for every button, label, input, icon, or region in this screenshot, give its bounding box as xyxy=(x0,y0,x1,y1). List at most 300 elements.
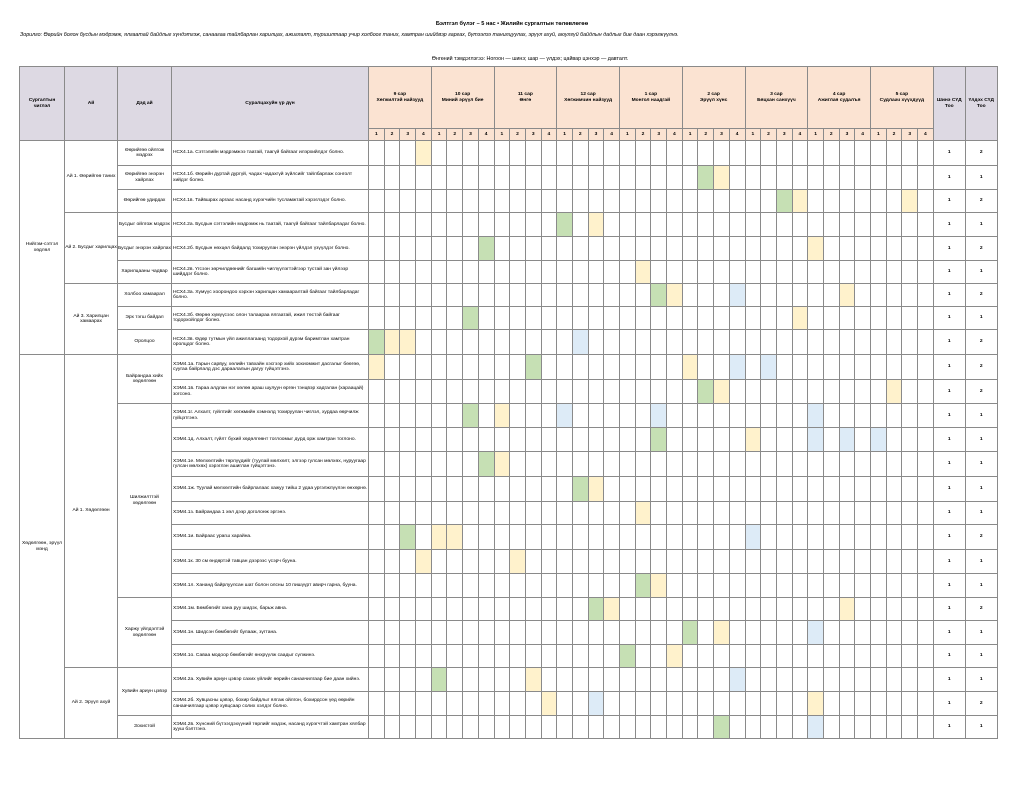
schedule-cell xyxy=(918,668,934,692)
schedule-cell xyxy=(525,284,541,307)
new-count-cell: 1 xyxy=(933,237,965,261)
schedule-cell xyxy=(698,621,714,645)
schedule-cell xyxy=(510,213,526,237)
schedule-cell xyxy=(463,355,479,380)
schedule-cell xyxy=(541,213,557,237)
schedule-cell xyxy=(651,598,667,621)
schedule-cell xyxy=(541,284,557,307)
subsubarea-cell: Холбоо хамаарал xyxy=(118,284,172,307)
schedule-mark-cell xyxy=(525,355,541,380)
schedule-cell xyxy=(604,477,620,502)
schedule-cell xyxy=(463,621,479,645)
retain-count-cell: 1 xyxy=(965,645,997,668)
subsubarea-cell: Өөрийгөө ойлгож мэдрэх xyxy=(118,141,172,166)
schedule-cell xyxy=(823,502,839,525)
schedule-mark-cell xyxy=(808,237,824,261)
new-count-cell: 1 xyxy=(933,428,965,452)
schedule-cell xyxy=(651,525,667,550)
area-cell: Нийгэм-сэтгэл хөдлөл xyxy=(20,141,65,355)
schedule-cell xyxy=(729,428,745,452)
week-header: 1 xyxy=(620,129,636,141)
schedule-cell xyxy=(651,261,667,284)
schedule-cell xyxy=(557,355,573,380)
schedule-cell xyxy=(886,598,902,621)
schedule-cell xyxy=(698,190,714,213)
schedule-cell xyxy=(369,668,385,692)
schedule-cell xyxy=(761,716,777,739)
schedule-cell xyxy=(416,330,432,355)
schedule-cell xyxy=(541,166,557,190)
schedule-cell xyxy=(431,355,447,380)
schedule-cell xyxy=(525,621,541,645)
week-header: 1 xyxy=(557,129,573,141)
learning-outcome-text: ХЭМ4.1а. Гарын сарвуу, хөлийн тавхайн хэсгээр хийх зохиомжит дасгалыг бөөгөө, суугаа байрлалд дэс дараалалын дагуу гүйцэтгэнэ. xyxy=(172,355,369,380)
schedule-cell xyxy=(541,621,557,645)
schedule-cell xyxy=(776,525,792,550)
schedule-cell xyxy=(651,355,667,380)
schedule-cell xyxy=(510,574,526,598)
schedule-cell xyxy=(823,716,839,739)
schedule-cell xyxy=(510,307,526,330)
schedule-cell xyxy=(855,452,871,477)
schedule-cell xyxy=(635,380,651,404)
schedule-cell xyxy=(620,598,636,621)
schedule-cell xyxy=(510,261,526,284)
schedule-cell xyxy=(431,261,447,284)
schedule-cell xyxy=(510,668,526,692)
schedule-cell xyxy=(478,141,494,166)
schedule-cell xyxy=(463,261,479,284)
schedule-cell xyxy=(369,452,385,477)
schedule-cell xyxy=(808,380,824,404)
header-subarea: Ай xyxy=(65,67,118,141)
schedule-cell xyxy=(447,261,463,284)
week-header: 3 xyxy=(902,129,918,141)
schedule-cell xyxy=(557,550,573,574)
schedule-cell xyxy=(400,380,416,404)
schedule-cell xyxy=(745,716,761,739)
schedule-cell xyxy=(416,621,432,645)
schedule-cell xyxy=(839,213,855,237)
new-count-cell: 1 xyxy=(933,307,965,330)
schedule-cell xyxy=(384,621,400,645)
schedule-cell xyxy=(871,574,887,598)
month-label: 3 сар xyxy=(770,92,783,98)
schedule-cell xyxy=(572,598,588,621)
schedule-cell xyxy=(416,404,432,428)
schedule-cell xyxy=(572,355,588,380)
schedule-cell xyxy=(431,190,447,213)
schedule-cell xyxy=(714,428,730,452)
schedule-cell xyxy=(541,716,557,739)
schedule-cell xyxy=(416,261,432,284)
new-count-cell: 1 xyxy=(933,574,965,598)
schedule-cell xyxy=(635,330,651,355)
schedule-cell xyxy=(698,213,714,237)
schedule-cell xyxy=(572,452,588,477)
schedule-mark-cell xyxy=(541,692,557,716)
schedule-mark-cell xyxy=(620,645,636,668)
schedule-cell xyxy=(667,477,683,502)
schedule-cell xyxy=(635,190,651,213)
schedule-mark-cell xyxy=(416,550,432,574)
schedule-cell xyxy=(557,668,573,692)
schedule-mark-cell xyxy=(447,525,463,550)
new-count-cell: 1 xyxy=(933,166,965,190)
month-label: 4 сар xyxy=(832,92,846,98)
schedule-cell xyxy=(447,550,463,574)
schedule-mark-cell xyxy=(369,355,385,380)
schedule-cell xyxy=(431,330,447,355)
schedule-cell xyxy=(761,621,777,645)
schedule-cell xyxy=(400,166,416,190)
schedule-cell xyxy=(698,307,714,330)
schedule-cell xyxy=(651,452,667,477)
schedule-cell xyxy=(463,190,479,213)
new-count-cell: 1 xyxy=(933,525,965,550)
week-header: 3 xyxy=(525,129,541,141)
schedule-cell xyxy=(400,190,416,213)
schedule-cell xyxy=(682,284,698,307)
schedule-cell xyxy=(776,574,792,598)
schedule-cell xyxy=(369,716,385,739)
schedule-cell xyxy=(823,477,839,502)
schedule-cell xyxy=(823,307,839,330)
schedule-cell xyxy=(855,428,871,452)
schedule-cell xyxy=(792,550,808,574)
schedule-cell xyxy=(698,598,714,621)
schedule-cell xyxy=(463,284,479,307)
schedule-cell xyxy=(729,621,745,645)
schedule-cell xyxy=(855,716,871,739)
schedule-cell xyxy=(620,452,636,477)
schedule-cell xyxy=(776,645,792,668)
schedule-cell xyxy=(808,598,824,621)
schedule-cell xyxy=(525,502,541,525)
learning-outcome-text: ХЭМ4.1о. Саваа модоор бөмбөгийг өнхрүүлж саадыг сүлжинэ. xyxy=(172,645,369,668)
schedule-cell xyxy=(588,307,604,330)
schedule-cell xyxy=(682,452,698,477)
schedule-cell xyxy=(431,621,447,645)
schedule-cell xyxy=(855,574,871,598)
schedule-cell xyxy=(525,645,541,668)
schedule-cell xyxy=(557,190,573,213)
month-theme: Ажиглая судалъя xyxy=(817,97,861,103)
schedule-cell xyxy=(635,237,651,261)
new-count-cell: 1 xyxy=(933,380,965,404)
schedule-cell xyxy=(871,261,887,284)
schedule-cell xyxy=(776,452,792,477)
schedule-cell xyxy=(792,261,808,284)
schedule-cell xyxy=(745,598,761,621)
schedule-cell xyxy=(886,404,902,428)
schedule-cell xyxy=(855,307,871,330)
schedule-cell xyxy=(604,261,620,284)
schedule-cell xyxy=(808,213,824,237)
schedule-cell xyxy=(823,166,839,190)
schedule-cell xyxy=(823,598,839,621)
schedule-cell xyxy=(384,716,400,739)
schedule-cell xyxy=(572,692,588,716)
schedule-cell xyxy=(604,574,620,598)
schedule-cell xyxy=(478,502,494,525)
schedule-cell xyxy=(839,668,855,692)
schedule-cell xyxy=(729,166,745,190)
outcome-row xyxy=(20,307,998,330)
schedule-cell xyxy=(823,645,839,668)
schedule-cell xyxy=(902,404,918,428)
schedule-cell xyxy=(792,166,808,190)
schedule-cell xyxy=(886,574,902,598)
schedule-cell xyxy=(447,404,463,428)
schedule-mark-cell xyxy=(510,550,526,574)
schedule-mark-cell xyxy=(431,668,447,692)
week-header: 3 xyxy=(400,129,416,141)
schedule-cell xyxy=(463,668,479,692)
schedule-cell xyxy=(918,141,934,166)
schedule-cell xyxy=(871,141,887,166)
schedule-cell xyxy=(729,404,745,428)
schedule-cell xyxy=(651,330,667,355)
schedule-cell xyxy=(447,574,463,598)
new-count-cell: 1 xyxy=(933,502,965,525)
schedule-cell xyxy=(604,668,620,692)
subarea-cell: Ай 1. Өөрийгөө таних xyxy=(65,141,118,213)
schedule-mark-cell xyxy=(902,190,918,213)
schedule-cell xyxy=(839,452,855,477)
schedule-cell xyxy=(416,574,432,598)
schedule-cell xyxy=(447,716,463,739)
schedule-mark-cell xyxy=(682,621,698,645)
schedule-cell xyxy=(761,452,777,477)
schedule-cell xyxy=(729,477,745,502)
schedule-cell xyxy=(839,502,855,525)
schedule-cell xyxy=(588,525,604,550)
schedule-cell xyxy=(729,452,745,477)
schedule-cell xyxy=(510,525,526,550)
schedule-cell xyxy=(369,284,385,307)
schedule-cell xyxy=(714,550,730,574)
schedule-cell xyxy=(557,477,573,502)
learning-outcome-text: ХЭМ4.1з. Байрандаа 1 хөл дээр доголонж эргэнэ. xyxy=(172,502,369,525)
schedule-cell xyxy=(510,598,526,621)
schedule-cell xyxy=(667,716,683,739)
schedule-cell xyxy=(400,428,416,452)
learning-outcome-text: ХЭМ4.1д. Алхалт, гүйлт бүхий хөдөлгөөнт тоглоомыг дүрд орж хамтран тоглоно. xyxy=(172,428,369,452)
schedule-mark-cell xyxy=(667,284,683,307)
schedule-cell xyxy=(761,692,777,716)
schedule-mark-cell xyxy=(651,574,667,598)
schedule-cell xyxy=(761,190,777,213)
schedule-cell xyxy=(729,380,745,404)
schedule-cell xyxy=(635,645,651,668)
new-count-cell: 1 xyxy=(933,716,965,739)
schedule-cell xyxy=(604,428,620,452)
schedule-cell xyxy=(541,598,557,621)
schedule-cell xyxy=(384,141,400,166)
schedule-cell xyxy=(714,525,730,550)
schedule-cell xyxy=(510,428,526,452)
schedule-mark-cell xyxy=(776,190,792,213)
schedule-mark-cell xyxy=(729,284,745,307)
schedule-cell xyxy=(886,716,902,739)
schedule-cell xyxy=(384,190,400,213)
schedule-cell xyxy=(416,190,432,213)
schedule-cell xyxy=(667,355,683,380)
schedule-cell xyxy=(698,477,714,502)
schedule-cell xyxy=(902,598,918,621)
schedule-cell xyxy=(572,261,588,284)
schedule-cell xyxy=(369,190,385,213)
schedule-cell xyxy=(557,645,573,668)
schedule-cell xyxy=(416,452,432,477)
schedule-mark-cell xyxy=(416,141,432,166)
schedule-cell xyxy=(871,330,887,355)
schedule-cell xyxy=(510,141,526,166)
retain-count-cell: 1 xyxy=(965,428,997,452)
schedule-cell xyxy=(761,307,777,330)
schedule-cell xyxy=(463,213,479,237)
schedule-cell xyxy=(400,716,416,739)
week-header: 3 xyxy=(776,129,792,141)
week-header: 1 xyxy=(682,129,698,141)
month-theme: Монгол наадгай xyxy=(631,97,671,103)
schedule-cell xyxy=(902,380,918,404)
schedule-mark-cell xyxy=(635,574,651,598)
schedule-cell xyxy=(761,574,777,598)
schedule-cell xyxy=(792,692,808,716)
schedule-cell xyxy=(604,141,620,166)
schedule-cell xyxy=(635,213,651,237)
schedule-cell xyxy=(557,428,573,452)
schedule-cell xyxy=(823,380,839,404)
schedule-mark-cell xyxy=(792,307,808,330)
schedule-cell xyxy=(463,452,479,477)
schedule-mark-cell xyxy=(463,307,479,330)
schedule-cell xyxy=(886,213,902,237)
schedule-cell xyxy=(557,166,573,190)
schedule-cell xyxy=(572,380,588,404)
schedule-cell xyxy=(871,307,887,330)
outcome-row xyxy=(20,598,998,621)
schedule-cell xyxy=(761,380,777,404)
schedule-cell xyxy=(494,692,510,716)
schedule-cell xyxy=(369,380,385,404)
retain-count-cell: 1 xyxy=(965,550,997,574)
new-count-cell: 1 xyxy=(933,692,965,716)
schedule-cell xyxy=(588,716,604,739)
week-header: 2 xyxy=(572,129,588,141)
schedule-cell xyxy=(902,166,918,190)
schedule-cell xyxy=(682,428,698,452)
schedule-cell xyxy=(369,502,385,525)
learning-outcome-text: ХЭМ4.1ж. Туулай мөлхөлтийн байрлалаас хажуу тийш 2 удаа ургэлжлүүлэн өнхөрнө. xyxy=(172,477,369,502)
schedule-cell xyxy=(463,525,479,550)
schedule-cell xyxy=(714,404,730,428)
schedule-cell xyxy=(525,213,541,237)
schedule-cell xyxy=(855,645,871,668)
new-count-cell: 1 xyxy=(933,645,965,668)
schedule-cell xyxy=(620,237,636,261)
schedule-cell xyxy=(902,284,918,307)
schedule-cell xyxy=(431,141,447,166)
schedule-cell xyxy=(604,452,620,477)
schedule-cell xyxy=(651,380,667,404)
schedule-cell xyxy=(651,621,667,645)
schedule-cell xyxy=(839,404,855,428)
month-label: 5 сар xyxy=(895,92,909,98)
schedule-cell xyxy=(541,307,557,330)
schedule-cell xyxy=(714,213,730,237)
retain-count-cell: 2 xyxy=(965,284,997,307)
schedule-cell xyxy=(384,428,400,452)
schedule-cell xyxy=(416,502,432,525)
schedule-cell xyxy=(620,330,636,355)
schedule-mark-cell xyxy=(745,525,761,550)
schedule-cell xyxy=(886,307,902,330)
schedule-cell xyxy=(776,668,792,692)
schedule-mark-cell xyxy=(698,166,714,190)
schedule-cell xyxy=(400,645,416,668)
week-header: 1 xyxy=(431,129,447,141)
schedule-cell xyxy=(384,477,400,502)
schedule-mark-cell xyxy=(478,452,494,477)
schedule-cell xyxy=(918,692,934,716)
schedule-cell xyxy=(871,355,887,380)
schedule-cell xyxy=(384,404,400,428)
schedule-cell xyxy=(463,237,479,261)
retain-count-cell: 1 xyxy=(965,716,997,739)
retain-count-cell: 2 xyxy=(965,141,997,166)
schedule-cell xyxy=(494,716,510,739)
schedule-cell xyxy=(525,166,541,190)
schedule-cell xyxy=(416,716,432,739)
week-header: 1 xyxy=(745,129,761,141)
schedule-cell xyxy=(635,428,651,452)
schedule-cell xyxy=(682,307,698,330)
schedule-mark-cell xyxy=(525,668,541,692)
schedule-cell xyxy=(776,621,792,645)
schedule-cell xyxy=(588,574,604,598)
schedule-cell xyxy=(384,166,400,190)
schedule-cell xyxy=(416,645,432,668)
schedule-cell xyxy=(510,237,526,261)
learning-outcome-text: НСХ4.3в. Өдөр тутмын үйл ажиллагаанд тодорхой дүрэм баримтлан хамтран оролцдог болно. xyxy=(172,330,369,355)
schedule-cell xyxy=(557,692,573,716)
schedule-mark-cell xyxy=(714,166,730,190)
schedule-cell xyxy=(761,330,777,355)
schedule-cell xyxy=(839,355,855,380)
schedule-cell xyxy=(918,190,934,213)
schedule-cell xyxy=(572,525,588,550)
schedule-cell xyxy=(510,355,526,380)
schedule-cell xyxy=(871,404,887,428)
schedule-cell xyxy=(902,716,918,739)
schedule-cell xyxy=(400,668,416,692)
schedule-cell xyxy=(918,550,934,574)
new-count-cell: 1 xyxy=(933,668,965,692)
schedule-cell xyxy=(525,141,541,166)
schedule-cell xyxy=(808,452,824,477)
schedule-cell xyxy=(871,716,887,739)
schedule-cell xyxy=(839,692,855,716)
learning-outcome-text: НСХ4.1в. Тайвшрах аргаас насанд хүрэгчийн тусламжтай хэрэглэдэг болно. xyxy=(172,190,369,213)
week-header: 3 xyxy=(588,129,604,141)
schedule-cell xyxy=(761,428,777,452)
schedule-cell xyxy=(808,330,824,355)
schedule-cell xyxy=(792,428,808,452)
schedule-cell xyxy=(823,621,839,645)
